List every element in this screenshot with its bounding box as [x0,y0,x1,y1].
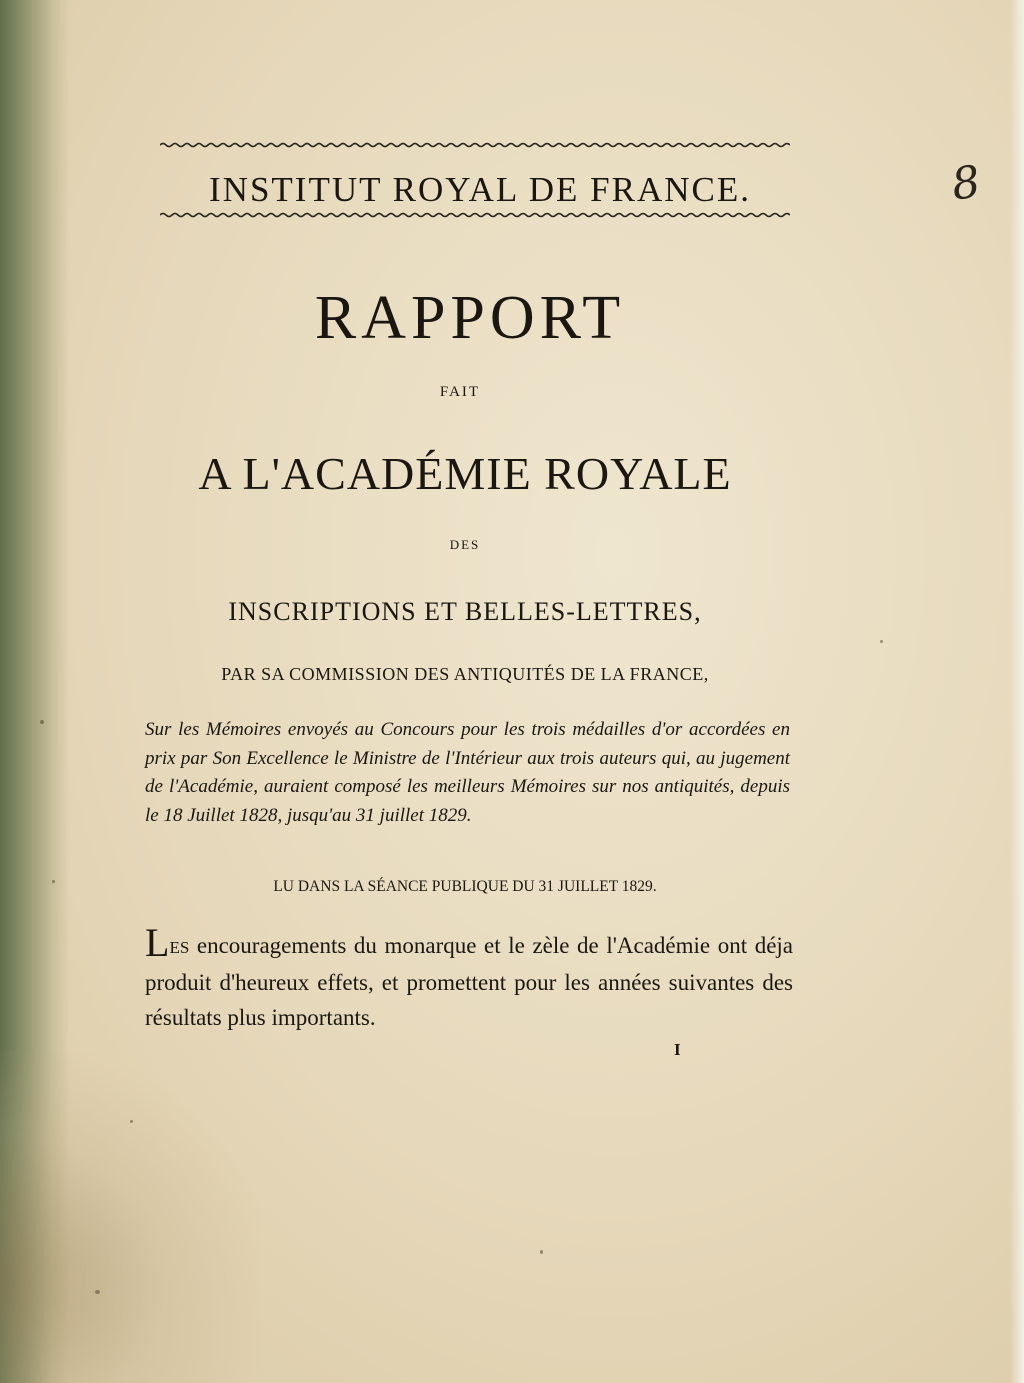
paper-speck [540,1250,543,1254]
ornamental-rule-top [160,142,790,148]
body-paragraph [145,920,793,1035]
title-commission: PAR SA COMMISSION DES ANTIQUITÉS DE LA FRANCE, [221,664,709,684]
page-right-edge [1010,0,1024,1383]
drop-cap-continuation: ES [169,938,190,957]
paper-speck [95,1290,100,1294]
title-addressee: A L'ACADÉMIE ROYALE [198,448,732,499]
title-des: DES [449,537,481,552]
institution-header: INSTITUT ROYAL DE FRANCE. [209,170,751,209]
paper-speck [880,640,883,643]
page-stain [0,1050,260,1383]
ornamental-rule-bottom [160,212,790,218]
paper-speck [40,720,44,724]
session-note: LU DANS LA SÉANCE PUBLIQUE DU 31 JUILLET 1829. [273,878,657,895]
body-text: encouragements du monarque et le zèle de l'Académie ont déja produit d'heureux effets, et promettent pour les années suivantes des résultats plus importants. [145,933,793,1030]
paper-speck [130,1120,133,1123]
drop-cap: L [145,920,170,965]
subject-paragraph: Sur les Mémoires envoyés au Concours pour les trois médailles d'or accordées en prix par Son Excellence le Ministre de l'Intérieur aux trois auteurs qui, au jugement de l'Académie, auraient composé les meilleurs Mémoires sur nos antiquités, depuis le 18 Juillet 1828, jusqu'au 31 juillet 1829. [145,719,790,826]
handwritten-folio-number: 8 [948,156,984,211]
title-fait: FAIT [439,384,481,400]
document-title: RAPPORT [314,284,626,352]
signature-mark: I [674,1040,681,1059]
title-academy-name: INSCRIPTIONS ET BELLES-LETTRES, [228,597,702,626]
